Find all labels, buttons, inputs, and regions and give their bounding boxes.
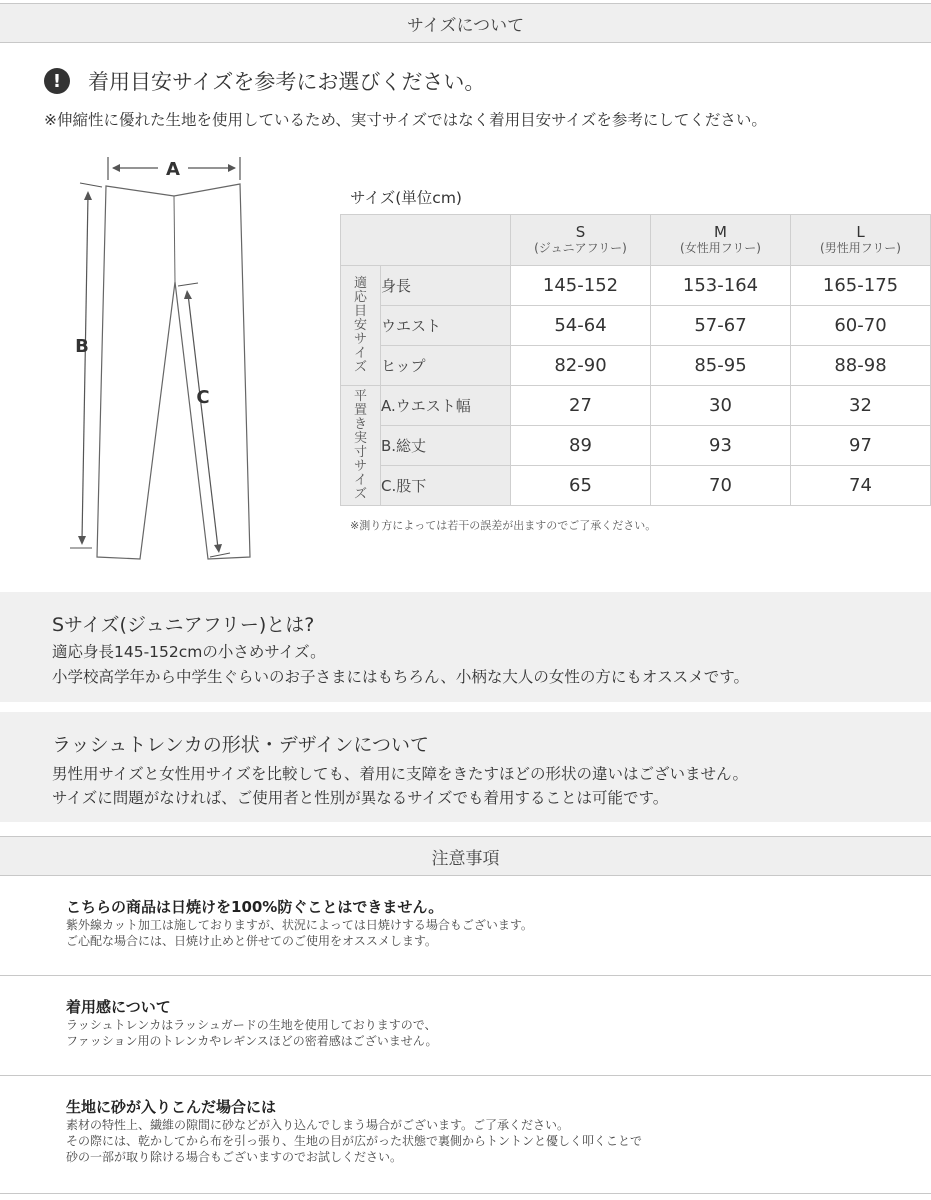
table-row: [341, 426, 931, 466]
notice-title-text: 着用目安サイズを参考にお選びください。: [88, 70, 486, 94]
info-box-design: [0, 712, 931, 822]
table-row: [341, 346, 931, 386]
info-line: 男性用サイズと女性用サイズを比較しても、着用に支障をきたすほどの形状の違いはございません。: [52, 765, 748, 783]
table-corner: [341, 215, 511, 266]
column-size-note: (男性用フリー): [820, 241, 901, 255]
caution-line: その際には、乾かしてから布を引っ張り、生地の目が広がった状態で裏側からトントンと優しく叩くことで: [66, 1134, 643, 1148]
caution-title: 着用感について: [66, 998, 171, 1016]
table-cell: 82-90: [511, 346, 651, 386]
table-row: [341, 386, 931, 426]
caution-item: [66, 996, 437, 1049]
row-label: ヒップ: [381, 346, 511, 386]
info-box-s-size: [0, 592, 931, 702]
group-label-text: 適 応 目 安 サ イ ズ: [353, 275, 367, 375]
caution-line: ご心配な場合には、日焼け止めと併せてのご使用をオススメします。: [66, 934, 437, 948]
column-size-label: L: [856, 223, 865, 241]
table-cell: 65: [511, 466, 651, 506]
info-line: 小学校高学年から中学生ぐらいのお子さまにはもちろん、小柄な大人の女性の方にもオススメです。: [52, 668, 750, 686]
table-cell: 145-152: [511, 266, 651, 306]
table-cell: 70: [651, 466, 791, 506]
divider: [0, 1193, 931, 1194]
table-cell: 93: [651, 426, 791, 466]
label-c: C: [196, 387, 210, 408]
table-cell: 30: [651, 386, 791, 426]
table-row: [341, 466, 931, 506]
row-label: C.股下: [381, 466, 511, 506]
column-size-label: M: [714, 223, 727, 241]
section-header-caution: [0, 836, 931, 876]
info-title: Sサイズ(ジュニアフリー)とは?: [52, 614, 315, 636]
table-row: [341, 306, 931, 346]
caution-title: 生地に砂が入りこんだ場合には: [66, 1098, 277, 1116]
table-cell: 27: [511, 386, 651, 426]
column-size-label: S: [575, 223, 586, 241]
column-m: [651, 215, 791, 266]
table-cell: 32: [791, 386, 931, 426]
caution-line: 砂の一部が取り除ける場合もございますのでお試しください。: [66, 1150, 403, 1164]
notice-subtitle: ※伸縮性に優れた生地を使用しているため、実寸サイズではなく着用目安サイズを参考にしてください。: [44, 111, 767, 129]
notice-title: [44, 66, 485, 96]
caution-line: ラッシュトレンカはラッシュガードの生地を使用しておりますので、: [66, 1018, 437, 1032]
info-title: ラッシュトレンカの形状・デザインについて: [52, 734, 430, 756]
group-label-text: 平 置 き 実 寸 サ イ ズ: [353, 388, 367, 502]
divider: [0, 1075, 931, 1076]
label-a: A: [166, 159, 180, 180]
divider: [0, 975, 931, 976]
table-caption: サイズ(単位cm): [350, 189, 462, 207]
section-title: 注意事項: [431, 848, 500, 869]
caution-title: こちらの商品は日焼けを100%防ぐことはできません。: [66, 898, 444, 916]
table-cell: 54-64: [511, 306, 651, 346]
table-footnote: ※測り方によっては若干の誤差が出ますのでご了承ください。: [350, 519, 657, 532]
column-l: [791, 215, 931, 266]
row-label: A.ウエスト幅: [381, 386, 511, 426]
table-cell: 165-175: [791, 266, 931, 306]
group-label-flat: [341, 386, 381, 506]
group-label-fit: [341, 266, 381, 386]
column-s: [511, 215, 651, 266]
table-cell: 74: [791, 466, 931, 506]
caution-item: [66, 1096, 642, 1165]
size-table: [340, 214, 931, 506]
table-cell: 97: [791, 426, 931, 466]
table-row: [341, 266, 931, 306]
caution-line: 紫外線カット加工は施しておりますが、状況によっては日焼けする場合もございます。: [66, 918, 533, 932]
pants-diagram: [60, 150, 260, 570]
table-cell: 89: [511, 426, 651, 466]
info-line: サイズに問題がなければ、ご使用者と性別が異なるサイズでも着用することは可能です。: [52, 789, 669, 807]
table-cell: 88-98: [791, 346, 931, 386]
caution-line: 素材の特性上、繊維の隙間に砂などが入り込んでしまう場合がございます。ご了承ください。: [66, 1118, 570, 1132]
caution-line: ファッション用のトレンカやレギンスほどの密着感はございません。: [66, 1034, 438, 1048]
row-label: ウエスト: [381, 306, 511, 346]
section-title: サイズについて: [406, 15, 525, 36]
table-header-row: [341, 215, 931, 266]
table-cell: 60-70: [791, 306, 931, 346]
table-cell: 57-67: [651, 306, 791, 346]
column-size-note: (ジュニアフリー): [534, 241, 627, 255]
row-label: B.総丈: [381, 426, 511, 466]
table-cell: 153-164: [651, 266, 791, 306]
row-label: 身長: [381, 266, 511, 306]
label-b: B: [75, 336, 89, 357]
exclamation-icon: !: [44, 68, 70, 94]
caution-item: [66, 896, 533, 949]
info-line: 適応身長145-152cmの小さめサイズ。: [52, 643, 326, 661]
section-header-size: [0, 3, 931, 43]
column-size-note: (女性用フリー): [680, 241, 761, 255]
table-cell: 85-95: [651, 346, 791, 386]
